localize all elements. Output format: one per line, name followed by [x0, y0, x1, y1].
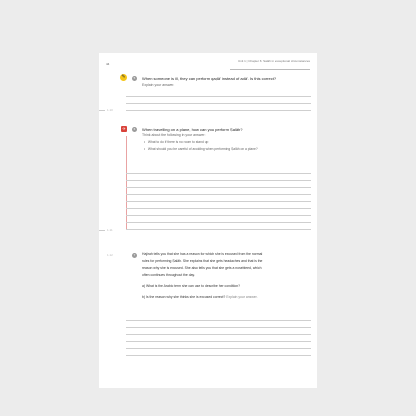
margin-mark: 1.10	[107, 108, 113, 112]
paragraph-line: Hajirah tells you that she has a reason for which she is excused from the normal	[142, 252, 263, 256]
answer-line[interactable]	[126, 208, 311, 209]
question-6-instruction: Think about the following in your answer:	[142, 133, 206, 137]
page-number: 44	[106, 62, 110, 66]
answer-line[interactable]	[126, 334, 311, 335]
margin-tick	[99, 230, 105, 231]
question-number: 7	[133, 253, 136, 257]
margin-mark: 1.12	[107, 253, 113, 257]
answer-line[interactable]	[126, 201, 311, 202]
paragraph-line: reason why she is excused. She also tells you that she gets a nosebleed, which	[142, 266, 262, 270]
paragraph-line: often continues throughout the day.	[142, 273, 195, 277]
paragraph-line: rules for performing Ṣalāh. She explains that she gets headaches and that is the	[142, 259, 263, 263]
answer-line[interactable]	[126, 110, 311, 111]
margin-mark: 1.11	[107, 228, 113, 232]
running-head: Unit 1 | Chapter 6: Salāh in exceptional circumstances	[238, 59, 310, 63]
answer-line[interactable]	[126, 348, 311, 349]
answer-line[interactable]	[126, 355, 311, 356]
question-5-text: When someone is ill, they can perform qaḍā' instead of adā'. Is this correct?	[142, 76, 277, 81]
question-6-text: When travelling on a plane, how can you perform Ṣalāh?	[142, 127, 243, 132]
workbook-page	[99, 53, 317, 388]
bullet-item: • What to do if there is no room to stand up	[144, 140, 209, 144]
plane-icon: ✈	[122, 126, 126, 131]
header-rule	[230, 69, 310, 70]
answer-line[interactable]	[126, 96, 311, 97]
answer-line[interactable]	[126, 103, 311, 104]
pencil-icon: ✎	[121, 74, 126, 80]
answer-line[interactable]	[126, 222, 311, 223]
question-number: 5	[133, 76, 136, 80]
question-7a-text: a) What is the Arabic term she can use to describe her condition?	[142, 284, 241, 288]
answer-line[interactable]	[126, 173, 311, 174]
answer-line[interactable]	[126, 229, 311, 230]
question-number: 6	[133, 127, 136, 131]
question-7b-text: b) Is the reason why she thinks she is excused correct? Explain your answer.	[142, 295, 258, 299]
answer-line[interactable]	[126, 180, 311, 181]
answer-line[interactable]	[126, 215, 311, 216]
answer-line[interactable]	[126, 320, 311, 321]
question-5-instruction: Explain your answer.	[142, 83, 175, 87]
answer-line[interactable]	[126, 327, 311, 328]
answer-line[interactable]	[126, 194, 311, 195]
margin-tick	[99, 110, 105, 111]
bullet-item: • What should you be careful of avoiding when performing Ṣalāh on a plane?	[144, 147, 258, 151]
answer-line[interactable]	[126, 187, 311, 188]
answer-line[interactable]	[126, 341, 311, 342]
